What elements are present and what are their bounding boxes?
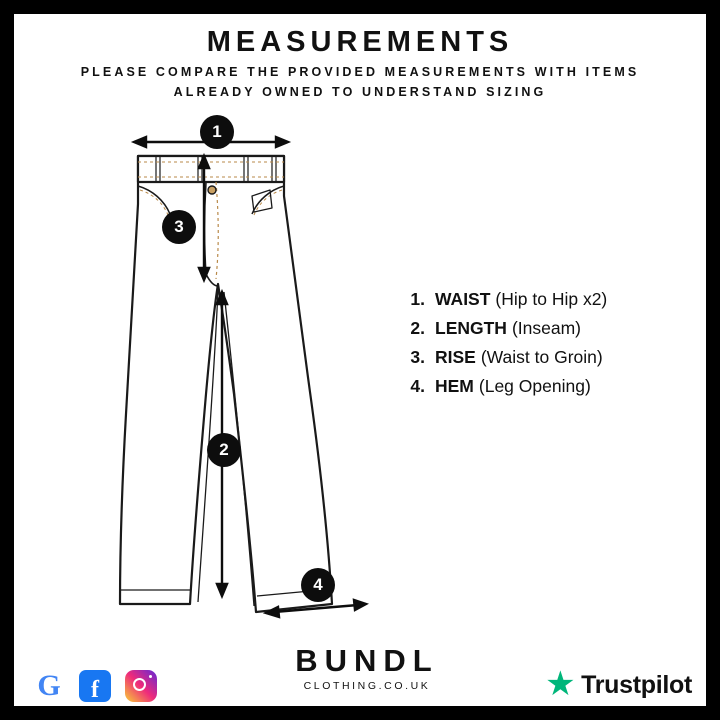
google-icon-glyph: G [37,669,61,702]
legend-desc: (Inseam) [511,318,581,338]
legend-key: HEM [435,376,474,396]
social-links [32,669,158,703]
legend-key: LENGTH [435,318,507,338]
badge-waist: 1 [200,115,234,149]
legend-desc: (Waist to Groin) [480,347,603,367]
legend-desc: (Hip to Hip x2) [495,289,608,309]
list-item [399,376,689,397]
badge-hem: 4 [301,568,335,602]
badge-rise: 3 [162,210,196,244]
legend-number: 2. [410,318,425,338]
page-subtitle: PLEASE COMPARE THE PROVIDED MEASUREMENTS WITH ITEMS ALREADY OWNED TO UNDERSTAND SIZING [80,65,640,99]
instagram-icon[interactable] [124,669,158,703]
star-icon: ★ [545,665,576,703]
list-item [399,347,689,368]
instagram-icon-glyph [125,670,157,702]
list-item [399,289,689,310]
facebook-icon-glyph: f [79,670,111,702]
trustpilot-logo[interactable] [545,665,692,703]
measurement-legend [399,289,689,405]
white-card [14,14,706,706]
legend-desc: (Leg Opening) [478,376,591,396]
google-icon[interactable] [32,669,66,703]
brand-logo [272,644,462,692]
legend-number: 4. [410,376,425,396]
list-item [399,318,689,339]
legend-number: 3. [410,347,425,367]
legend-number: 1. [410,289,425,309]
page-title: MEASUREMENTS [206,26,514,58]
brand-domain: CLOTHING.CO.UK [303,680,431,692]
jeans-diagram [94,134,414,644]
brand-name: BUNDL [295,643,439,678]
legend-key: RISE [435,347,476,367]
badge-length: 2 [207,433,241,467]
trustpilot-label: Trustpilot [581,670,692,699]
facebook-icon[interactable] [78,669,112,703]
legend-key: WAIST [435,289,491,309]
